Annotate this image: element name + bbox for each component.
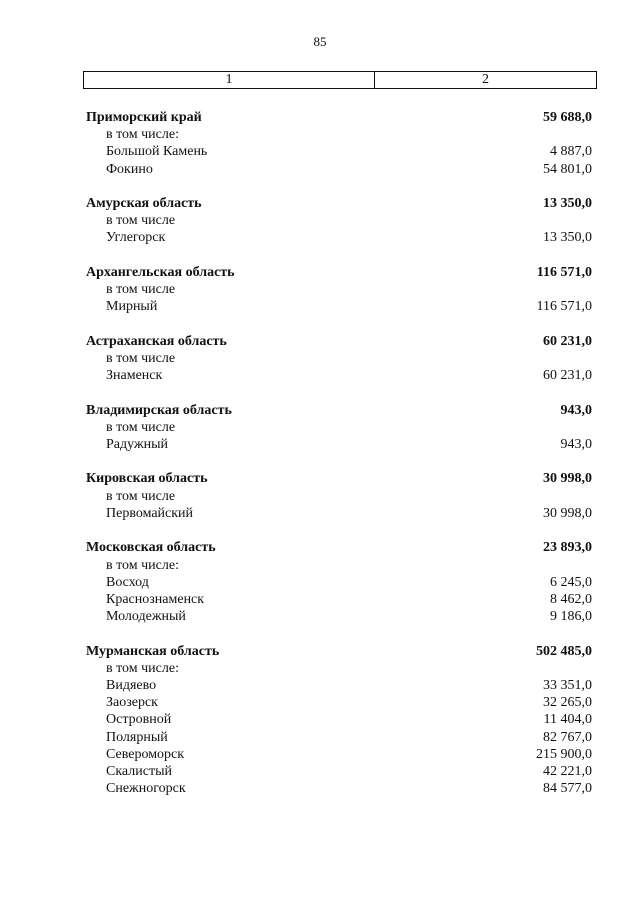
city-value: 943,0 [560, 437, 592, 452]
city-row [86, 694, 592, 711]
city-name: Радужный [106, 437, 169, 452]
including-label: в том числе: [106, 127, 179, 143]
city-name: Большой Камень [106, 144, 208, 160]
city-name: Углегорск [106, 230, 166, 246]
city-row [86, 591, 592, 608]
city-name: Снежногорск [106, 781, 186, 797]
region-row [86, 470, 592, 487]
subtitle-row [86, 212, 592, 229]
region-row [86, 643, 592, 660]
city-name: Заозерск [106, 695, 158, 711]
city-row [86, 763, 592, 780]
city-value: 9 186,0 [550, 609, 592, 625]
city-name: Восход [106, 574, 149, 590]
including-label: в том числе [106, 419, 176, 435]
region-name: Астраханская область [86, 333, 227, 349]
city-name: Фокино [106, 161, 153, 177]
city-row [86, 780, 592, 797]
city-row [86, 436, 592, 453]
region-total: 23 893,0 [543, 540, 592, 556]
subtitle-row [86, 557, 592, 574]
region-total: 60 231,0 [543, 333, 592, 349]
subtitle-row [86, 350, 592, 367]
city-name: Молодежный [106, 609, 186, 625]
subtitle-row [86, 419, 592, 436]
region-block [86, 333, 592, 385]
allocation-list [86, 109, 592, 815]
city-row [86, 574, 592, 591]
region-row [86, 264, 592, 281]
region-block [86, 195, 592, 247]
including-label: в том числе: [106, 660, 179, 676]
city-row [86, 505, 592, 522]
region-name: Архангельская область [86, 264, 235, 280]
region-block [86, 470, 592, 522]
region-block [86, 402, 592, 454]
including-label: в том числе [106, 350, 176, 366]
city-name: Краснознаменск [106, 591, 205, 607]
city-name: Скалистый [106, 763, 172, 779]
column-header-1: 1 [84, 72, 375, 88]
city-value: 13 350,0 [543, 230, 592, 246]
city-row [86, 367, 592, 384]
city-value: 82 767,0 [543, 729, 592, 745]
region-total: 116 571,0 [536, 264, 592, 280]
region-block [86, 109, 592, 178]
region-block [86, 539, 592, 625]
city-row [86, 143, 592, 160]
region-name: Владимирская область [86, 402, 232, 418]
region-name: Кировская область [86, 471, 208, 487]
city-name: Первомайский [106, 505, 194, 521]
city-value: 84 577,0 [543, 781, 592, 797]
city-value: 4 887,0 [550, 144, 592, 160]
city-row [86, 161, 592, 178]
column-header-2: 2 [482, 72, 489, 87]
region-row [86, 109, 592, 126]
region-total: 943,0 [560, 402, 592, 418]
city-value: 6 245,0 [550, 574, 592, 590]
region-row [86, 539, 592, 556]
subtitle-row [86, 488, 592, 505]
subtitle-row [86, 660, 592, 677]
page-number: 85 [313, 34, 327, 49]
city-value: 60 231,0 [543, 368, 592, 384]
city-name: Островной [106, 712, 172, 728]
city-name: Видяево [106, 677, 157, 693]
subtitle-row [86, 281, 592, 298]
region-block [86, 264, 592, 316]
city-row [86, 677, 592, 694]
city-value: 30 998,0 [543, 505, 592, 521]
city-row [86, 746, 592, 763]
region-row [86, 333, 592, 350]
subtitle-row [86, 126, 592, 143]
region-row [86, 195, 592, 212]
city-value: 32 265,0 [543, 695, 592, 711]
city-value: 215 900,0 [536, 746, 592, 762]
city-row [86, 229, 592, 246]
region-total: 59 688,0 [543, 110, 592, 125]
city-name: Знаменск [106, 368, 163, 384]
including-label: в том числе [106, 282, 176, 298]
region-total: 30 998,0 [543, 471, 592, 487]
region-name: Мурманская область [86, 643, 220, 659]
region-name: Амурская область [86, 196, 202, 212]
city-value: 54 801,0 [543, 161, 592, 177]
region-block [86, 643, 592, 798]
city-value: 116 571,0 [536, 299, 592, 315]
city-value: 33 351,0 [543, 677, 592, 693]
region-total: 502 485,0 [536, 643, 592, 659]
region-total: 13 350,0 [543, 196, 592, 212]
region-row [86, 402, 592, 419]
region-name: Приморский край [86, 110, 202, 125]
including-label: в том числе [106, 488, 176, 504]
city-row [86, 729, 592, 746]
region-name: Московская область [86, 540, 216, 556]
city-name: Мирный [106, 299, 158, 315]
including-label: в том числе [106, 213, 176, 229]
city-value: 42 221,0 [543, 763, 592, 779]
city-name: Североморск [106, 746, 185, 762]
city-name: Полярный [106, 729, 168, 745]
including-label: в том числе: [106, 557, 179, 573]
city-row [86, 608, 592, 625]
city-value: 8 462,0 [550, 591, 592, 607]
city-row [86, 711, 592, 728]
city-row [86, 298, 592, 315]
city-value: 11 404,0 [543, 712, 592, 728]
table-header [83, 71, 597, 89]
